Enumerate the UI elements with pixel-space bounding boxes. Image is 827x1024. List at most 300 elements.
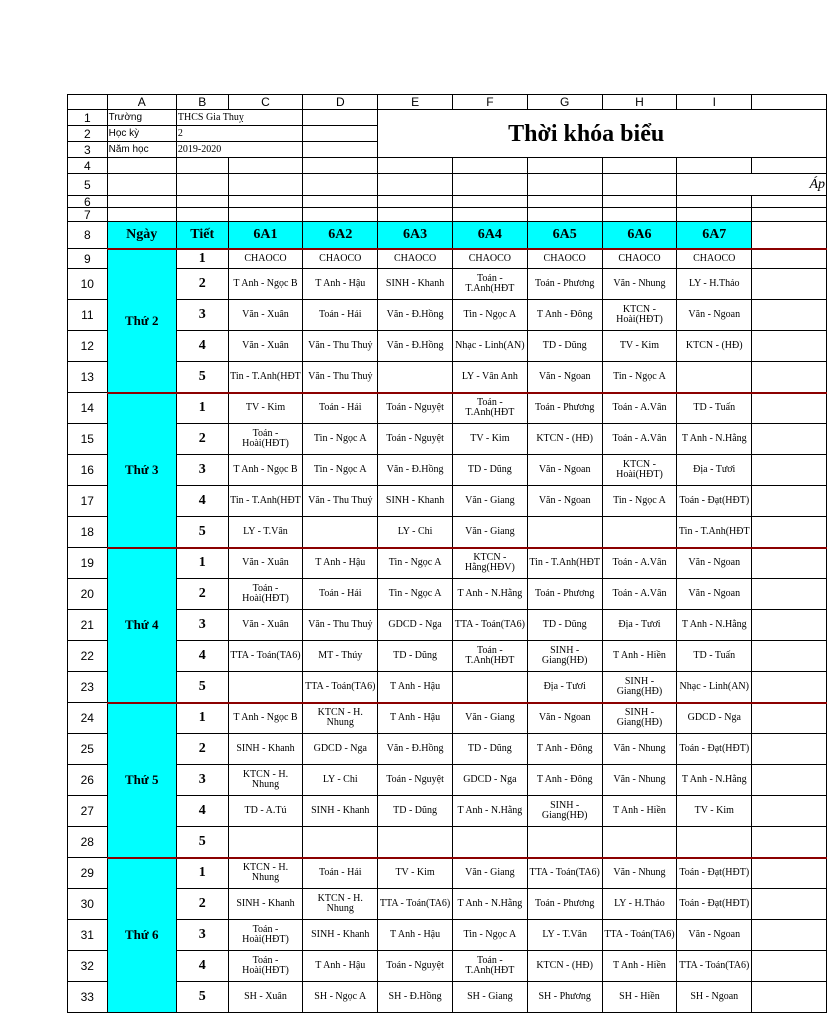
subject-cell[interactable]: SINH - Khanh — [303, 920, 378, 951]
cell[interactable] — [303, 174, 378, 196]
cell[interactable] — [107, 196, 176, 208]
row-number[interactable]: 16 — [68, 455, 108, 486]
term-value[interactable]: 2 — [176, 126, 302, 142]
cell[interactable] — [602, 174, 677, 196]
subject-cell[interactable]: SINH - Giang(HĐ) — [602, 672, 677, 703]
subject-cell[interactable] — [602, 827, 677, 858]
subject-cell[interactable]: SH - Ngoan — [677, 982, 752, 1013]
cell[interactable] — [752, 827, 827, 858]
cell[interactable] — [752, 610, 827, 641]
subject-cell[interactable]: Văn - Thu Thuỷ — [303, 331, 378, 362]
row-number[interactable]: 27 — [68, 796, 108, 827]
subject-cell[interactable]: Toán - T.Anh(HĐT — [452, 641, 527, 672]
class-header[interactable]: 6A1 — [228, 222, 303, 249]
class-header[interactable]: 6A4 — [452, 222, 527, 249]
row-number[interactable]: 7 — [68, 208, 108, 222]
subject-cell[interactable]: SH - Ngọc A — [303, 982, 378, 1013]
cell[interactable] — [303, 142, 378, 158]
subject-cell[interactable]: T Anh - Hậu — [378, 672, 453, 703]
cell[interactable] — [303, 110, 378, 126]
subject-cell[interactable]: Toán - A.Vân — [602, 548, 677, 579]
subject-cell[interactable]: TD - Dũng — [378, 641, 453, 672]
subject-cell[interactable]: KTCN - H. Nhung — [228, 858, 303, 889]
subject-cell[interactable]: Toán - Phương — [527, 269, 602, 300]
column-header[interactable]: A — [107, 95, 176, 110]
subject-cell[interactable]: GDCD - Nga — [677, 703, 752, 734]
cell[interactable] — [752, 486, 827, 517]
subject-cell[interactable]: Văn - Đ.Hồng — [378, 455, 453, 486]
row-number[interactable]: 30 — [68, 889, 108, 920]
cell[interactable] — [378, 174, 453, 196]
subject-cell[interactable]: LY - H.Thảo — [602, 889, 677, 920]
subject-cell[interactable] — [303, 517, 378, 548]
cell[interactable] — [752, 158, 827, 174]
subject-cell[interactable] — [228, 827, 303, 858]
column-header[interactable] — [752, 95, 827, 110]
subject-cell[interactable]: Văn - Nhung — [602, 269, 677, 300]
corner-cell[interactable] — [68, 95, 108, 110]
subject-cell[interactable]: Toán - Phương — [527, 579, 602, 610]
subject-cell[interactable]: CHAOCO — [228, 249, 303, 269]
row-number[interactable]: 18 — [68, 517, 108, 548]
subject-cell[interactable]: Văn - Ngoan — [677, 920, 752, 951]
column-header[interactable]: B — [176, 95, 228, 110]
day-cell[interactable]: Thứ 2 — [107, 249, 176, 393]
cell[interactable] — [752, 920, 827, 951]
subject-cell[interactable]: Toán - Đạt(HĐT) — [677, 889, 752, 920]
row-number[interactable]: 32 — [68, 951, 108, 982]
column-header[interactable]: C — [228, 95, 303, 110]
subject-cell[interactable]: Toán - A.Vân — [602, 579, 677, 610]
subject-cell[interactable] — [303, 827, 378, 858]
subject-cell[interactable] — [228, 672, 303, 703]
subject-cell[interactable]: Văn - Nhung — [602, 858, 677, 889]
subject-cell[interactable]: Tin - T.Anh(HĐT — [527, 548, 602, 579]
subject-cell[interactable]: TTA - Toán(TA6) — [228, 641, 303, 672]
subject-cell[interactable]: Tin - Ngọc A — [303, 424, 378, 455]
period-number[interactable]: 3 — [176, 920, 228, 951]
cell[interactable] — [527, 158, 602, 174]
row-number[interactable]: 29 — [68, 858, 108, 889]
subject-cell[interactable]: T Anh - N.Hằng — [677, 610, 752, 641]
subject-cell[interactable]: T Anh - Đông — [527, 765, 602, 796]
period-number[interactable]: 4 — [176, 951, 228, 982]
subject-cell[interactable]: T Anh - N.Hằng — [452, 579, 527, 610]
subject-cell[interactable]: Văn - Giang — [452, 858, 527, 889]
subject-cell[interactable] — [677, 362, 752, 393]
cell[interactable] — [752, 517, 827, 548]
subject-cell[interactable]: Toán - T.Anh(HĐT — [452, 269, 527, 300]
subject-cell[interactable]: TTA - Toán(TA6) — [452, 610, 527, 641]
year-value[interactable]: 2019-2020 — [176, 142, 302, 158]
subject-cell[interactable]: SINH - Giang(HĐ) — [602, 703, 677, 734]
day-cell[interactable]: Thứ 6 — [107, 858, 176, 1013]
subject-cell[interactable]: Văn - Đ.Hồng — [378, 331, 453, 362]
subject-cell[interactable]: Văn - Ngoan — [527, 486, 602, 517]
column-header[interactable]: D — [303, 95, 378, 110]
subject-cell[interactable]: TD - Tuấn — [677, 393, 752, 424]
subject-cell[interactable]: CHAOCO — [677, 249, 752, 269]
subject-cell[interactable]: Toán - Hoài(HĐT) — [228, 920, 303, 951]
row-number[interactable]: 24 — [68, 703, 108, 734]
subject-cell[interactable]: Tin - T.Anh(HĐT — [677, 517, 752, 548]
subject-cell[interactable]: T Anh - Ngọc B — [228, 703, 303, 734]
subject-cell[interactable]: Toán - Nguyệt — [378, 765, 453, 796]
subject-cell[interactable]: T Anh - N.Hằng — [677, 424, 752, 455]
subject-cell[interactable]: TV - Kim — [602, 331, 677, 362]
cell[interactable] — [228, 208, 303, 222]
subject-cell[interactable]: TTA - Toán(TA6) — [527, 858, 602, 889]
period-number[interactable]: 1 — [176, 548, 228, 579]
subject-cell[interactable]: LY - T.Vân — [228, 517, 303, 548]
period-number[interactable]: 2 — [176, 269, 228, 300]
subject-cell[interactable]: Văn - Giang — [452, 703, 527, 734]
subject-cell[interactable]: KTCN - Hằng(HĐV) — [452, 548, 527, 579]
period-number[interactable]: 4 — [176, 796, 228, 827]
cell[interactable] — [752, 579, 827, 610]
cell[interactable] — [752, 982, 827, 1013]
cell[interactable] — [452, 208, 527, 222]
period-number[interactable]: 5 — [176, 672, 228, 703]
cell[interactable] — [303, 126, 378, 142]
cell[interactable] — [228, 158, 303, 174]
subject-cell[interactable]: TV - Kim — [677, 796, 752, 827]
period-number[interactable]: 5 — [176, 982, 228, 1013]
cell[interactable] — [602, 208, 677, 222]
subject-cell[interactable]: Toán - Đạt(HĐT) — [677, 858, 752, 889]
cell[interactable] — [752, 796, 827, 827]
subject-cell[interactable]: Văn - Đ.Hồng — [378, 734, 453, 765]
subject-cell[interactable]: T Anh - Hậu — [303, 951, 378, 982]
column-header[interactable]: E — [378, 95, 453, 110]
subject-cell[interactable]: TTA - Toán(TA6) — [303, 672, 378, 703]
subject-cell[interactable]: Văn - Thu Thuỷ — [303, 362, 378, 393]
subject-cell[interactable]: T Anh - Hậu — [303, 269, 378, 300]
cell[interactable] — [228, 174, 303, 196]
school-label[interactable]: Trường — [107, 110, 176, 126]
cell[interactable] — [752, 765, 827, 796]
subject-cell[interactable]: SH - Giang — [452, 982, 527, 1013]
subject-cell[interactable]: Tin - T.Anh(HĐT — [228, 362, 303, 393]
cell[interactable] — [752, 300, 827, 331]
subject-cell[interactable]: Toán - Hải — [303, 858, 378, 889]
subject-cell[interactable]: Văn - Thu Thuỷ — [303, 486, 378, 517]
cell[interactable] — [303, 196, 378, 208]
subject-cell[interactable]: Tin - Ngọc A — [602, 486, 677, 517]
cell[interactable] — [527, 174, 602, 196]
period-number[interactable]: 2 — [176, 579, 228, 610]
subject-cell[interactable]: Nhạc - Linh(AN) — [452, 331, 527, 362]
row-number[interactable]: 19 — [68, 548, 108, 579]
subject-cell[interactable]: Văn - Ngoan — [527, 362, 602, 393]
subject-cell[interactable]: CHAOCO — [602, 249, 677, 269]
page-title[interactable]: Thời khóa biểu — [378, 110, 827, 158]
cell[interactable] — [452, 158, 527, 174]
cell[interactable] — [176, 196, 228, 208]
subject-cell[interactable]: Toán - Hải — [303, 393, 378, 424]
cell[interactable] — [752, 362, 827, 393]
subject-cell[interactable]: CHAOCO — [452, 249, 527, 269]
row-number[interactable]: 9 — [68, 249, 108, 269]
row-number[interactable]: 10 — [68, 269, 108, 300]
subject-cell[interactable]: SH - Phương — [527, 982, 602, 1013]
subject-cell[interactable]: LY - T.Vân — [527, 920, 602, 951]
row-number[interactable]: 2 — [68, 126, 108, 142]
subject-cell[interactable]: LY - Vân Anh — [452, 362, 527, 393]
subject-cell[interactable]: SH - Hiền — [602, 982, 677, 1013]
subject-cell[interactable]: TTA - Toán(TA6) — [378, 889, 453, 920]
subject-cell[interactable]: KTCN - H. Nhung — [303, 703, 378, 734]
subject-cell[interactable]: Văn - Ngoan — [677, 300, 752, 331]
subject-cell[interactable]: T Anh - Ngọc B — [228, 455, 303, 486]
subject-cell[interactable]: Toán - Nguyệt — [378, 951, 453, 982]
subject-cell[interactable]: CHAOCO — [378, 249, 453, 269]
period-number[interactable]: 1 — [176, 858, 228, 889]
class-header[interactable]: 6A7 — [677, 222, 752, 249]
subject-cell[interactable]: Văn - Ngoan — [677, 548, 752, 579]
cell[interactable] — [752, 249, 827, 269]
cell[interactable] — [752, 858, 827, 889]
cell[interactable] — [752, 222, 827, 249]
row-number[interactable]: 22 — [68, 641, 108, 672]
subject-cell[interactable]: T Anh - Ngọc B — [228, 269, 303, 300]
row-number[interactable]: 33 — [68, 982, 108, 1013]
subject-cell[interactable]: Toán - Hải — [303, 579, 378, 610]
period-number[interactable]: 2 — [176, 734, 228, 765]
subject-cell[interactable]: Văn - Xuân — [228, 610, 303, 641]
subject-cell[interactable]: Toán - T.Anh(HĐT — [452, 951, 527, 982]
applied-date-note[interactable]: Áp — [677, 174, 827, 196]
subject-cell[interactable]: TD - Tuấn — [677, 641, 752, 672]
subject-cell[interactable]: Toán - Hoài(HĐT) — [228, 424, 303, 455]
subject-cell[interactable]: CHAOCO — [303, 249, 378, 269]
subject-cell[interactable]: Tin - Ngọc A — [378, 579, 453, 610]
subject-cell[interactable]: T Anh - N.Hằng — [677, 765, 752, 796]
subject-cell[interactable]: T Anh - Đông — [527, 300, 602, 331]
subject-cell[interactable] — [378, 362, 453, 393]
subject-cell[interactable] — [452, 827, 527, 858]
subject-cell[interactable]: T Anh - N.Hằng — [452, 889, 527, 920]
period-number[interactable]: 5 — [176, 362, 228, 393]
subject-cell[interactable]: Tin - Ngọc A — [303, 455, 378, 486]
subject-cell[interactable]: SINH - Khanh — [378, 486, 453, 517]
school-value[interactable]: THCS Gia Thuỵ — [176, 110, 302, 126]
subject-cell[interactable]: Toán - A.Vân — [602, 424, 677, 455]
cell[interactable] — [752, 672, 827, 703]
subject-cell[interactable]: TD - Dũng — [378, 796, 453, 827]
subject-cell[interactable]: TV - Kim — [452, 424, 527, 455]
cell[interactable] — [677, 196, 752, 208]
row-number[interactable]: 17 — [68, 486, 108, 517]
subject-cell[interactable]: Văn - Xuân — [228, 331, 303, 362]
subject-cell[interactable]: SINH - Khanh — [303, 796, 378, 827]
subject-cell[interactable]: MT - Thúy — [303, 641, 378, 672]
row-number[interactable]: 31 — [68, 920, 108, 951]
row-number[interactable]: 4 — [68, 158, 108, 174]
cell[interactable] — [752, 331, 827, 362]
cell[interactable] — [752, 703, 827, 734]
cell[interactable] — [752, 889, 827, 920]
subject-cell[interactable]: Tin - Ngọc A — [602, 362, 677, 393]
cell[interactable] — [752, 951, 827, 982]
subject-cell[interactable]: Văn - Giang — [452, 517, 527, 548]
period-number[interactable]: 3 — [176, 300, 228, 331]
period-number[interactable]: 3 — [176, 455, 228, 486]
cell[interactable] — [527, 196, 602, 208]
row-number[interactable]: 21 — [68, 610, 108, 641]
subject-cell[interactable]: Văn - Giang — [452, 486, 527, 517]
row-number[interactable]: 15 — [68, 424, 108, 455]
subject-cell[interactable]: LY - Chi — [378, 517, 453, 548]
cell[interactable] — [602, 158, 677, 174]
subject-cell[interactable]: Văn - Nhung — [602, 734, 677, 765]
period-header[interactable]: Tiết — [176, 222, 228, 249]
subject-cell[interactable]: Địa - Tươi — [527, 672, 602, 703]
cell[interactable] — [752, 734, 827, 765]
row-number[interactable]: 8 — [68, 222, 108, 249]
class-header[interactable]: 6A2 — [303, 222, 378, 249]
subject-cell[interactable]: GDCD - Nga — [452, 765, 527, 796]
day-cell[interactable]: Thứ 5 — [107, 703, 176, 858]
row-number[interactable]: 23 — [68, 672, 108, 703]
subject-cell[interactable]: KTCN - H. Nhung — [303, 889, 378, 920]
subject-cell[interactable]: Toán - Hoài(HĐT) — [228, 951, 303, 982]
subject-cell[interactable]: Văn - Đ.Hồng — [378, 300, 453, 331]
subject-cell[interactable]: Toán - Nguyệt — [378, 424, 453, 455]
cell[interactable] — [677, 158, 752, 174]
row-number[interactable]: 25 — [68, 734, 108, 765]
subject-cell[interactable] — [452, 672, 527, 703]
subject-cell[interactable]: SH - Đ.Hồng — [378, 982, 453, 1013]
subject-cell[interactable]: Địa - Tươi — [677, 455, 752, 486]
subject-cell[interactable]: Toán - Đạt(HĐT) — [677, 486, 752, 517]
period-number[interactable]: 4 — [176, 486, 228, 517]
day-cell[interactable]: Thứ 4 — [107, 548, 176, 703]
subject-cell[interactable]: Toán - Phương — [527, 393, 602, 424]
period-number[interactable]: 1 — [176, 393, 228, 424]
subject-cell[interactable]: TV - Kim — [378, 858, 453, 889]
cell[interactable] — [107, 174, 176, 196]
subject-cell[interactable]: Tin - Ngọc A — [452, 300, 527, 331]
subject-cell[interactable]: Toán - Hoài(HĐT) — [228, 579, 303, 610]
subject-cell[interactable]: Tin - Ngọc A — [452, 920, 527, 951]
subject-cell[interactable]: TD - A.Tú — [228, 796, 303, 827]
cell[interactable] — [752, 196, 827, 208]
subject-cell[interactable]: KTCN - (HĐ) — [527, 951, 602, 982]
cell[interactable] — [378, 196, 453, 208]
row-number[interactable]: 14 — [68, 393, 108, 424]
subject-cell[interactable]: KTCN - Hoài(HĐT) — [602, 455, 677, 486]
subject-cell[interactable]: Toán - Đạt(HĐT) — [677, 734, 752, 765]
row-number[interactable]: 12 — [68, 331, 108, 362]
cell[interactable] — [752, 548, 827, 579]
subject-cell[interactable]: Toán - A.Vân — [602, 393, 677, 424]
day-header[interactable]: Ngày — [107, 222, 176, 249]
period-number[interactable]: 1 — [176, 249, 228, 269]
subject-cell[interactable]: Toán - Nguyệt — [378, 393, 453, 424]
row-number[interactable]: 1 — [68, 110, 108, 126]
cell[interactable] — [378, 208, 453, 222]
subject-cell[interactable] — [527, 517, 602, 548]
row-number[interactable]: 5 — [68, 174, 108, 196]
subject-cell[interactable]: T Anh - Hiền — [602, 951, 677, 982]
subject-cell[interactable]: LY - H.Thảo — [677, 269, 752, 300]
class-header[interactable]: 6A6 — [602, 222, 677, 249]
subject-cell[interactable]: GDCD - Nga — [303, 734, 378, 765]
subject-cell[interactable]: Văn - Ngoan — [677, 579, 752, 610]
subject-cell[interactable]: TD - Dũng — [452, 455, 527, 486]
cell[interactable] — [303, 158, 378, 174]
class-header[interactable]: 6A3 — [378, 222, 453, 249]
subject-cell[interactable]: SINH - Khanh — [228, 889, 303, 920]
subject-cell[interactable]: Địa - Tươi — [602, 610, 677, 641]
row-number[interactable]: 26 — [68, 765, 108, 796]
row-number[interactable]: 13 — [68, 362, 108, 393]
subject-cell[interactable] — [602, 517, 677, 548]
period-number[interactable]: 3 — [176, 765, 228, 796]
subject-cell[interactable]: KTCN - (HĐ) — [677, 331, 752, 362]
subject-cell[interactable]: TD - Dũng — [527, 610, 602, 641]
subject-cell[interactable]: T Anh - Hậu — [378, 703, 453, 734]
subject-cell[interactable]: Văn - Xuân — [228, 548, 303, 579]
subject-cell[interactable] — [378, 827, 453, 858]
subject-cell[interactable]: T Anh - Hiền — [602, 641, 677, 672]
subject-cell[interactable]: T Anh - N.Hằng — [452, 796, 527, 827]
subject-cell[interactable]: KTCN - H. Nhung — [228, 765, 303, 796]
cell[interactable] — [527, 208, 602, 222]
subject-cell[interactable]: Toán - Hải — [303, 300, 378, 331]
subject-cell[interactable]: SINH - Giang(HĐ) — [527, 641, 602, 672]
subject-cell[interactable]: Toán - T.Anh(HĐT — [452, 393, 527, 424]
period-number[interactable]: 1 — [176, 703, 228, 734]
subject-cell[interactable]: SINH - Giang(HĐ) — [527, 796, 602, 827]
row-number[interactable]: 6 — [68, 196, 108, 208]
column-header[interactable]: H — [602, 95, 677, 110]
subject-cell[interactable]: GDCD - Nga — [378, 610, 453, 641]
subject-cell[interactable]: Văn - Ngoan — [527, 455, 602, 486]
year-label[interactable]: Năm học — [107, 142, 176, 158]
cell[interactable] — [752, 455, 827, 486]
subject-cell[interactable]: KTCN - Hoài(HĐT) — [602, 300, 677, 331]
subject-cell[interactable]: TTA - Toán(TA6) — [602, 920, 677, 951]
subject-cell[interactable] — [527, 827, 602, 858]
subject-cell[interactable]: T Anh - Hậu — [378, 920, 453, 951]
column-header[interactable]: F — [452, 95, 527, 110]
cell[interactable] — [303, 208, 378, 222]
subject-cell[interactable]: TV - Kim — [228, 393, 303, 424]
period-number[interactable]: 3 — [176, 610, 228, 641]
row-number[interactable]: 3 — [68, 142, 108, 158]
cell[interactable] — [602, 196, 677, 208]
term-label[interactable]: Học kỳ — [107, 126, 176, 142]
subject-cell[interactable] — [677, 827, 752, 858]
row-number[interactable]: 11 — [68, 300, 108, 331]
subject-cell[interactable]: LY - Chi — [303, 765, 378, 796]
cell[interactable] — [752, 424, 827, 455]
subject-cell[interactable]: TTA - Toán(TA6) — [677, 951, 752, 982]
subject-cell[interactable]: Nhạc - Linh(AN) — [677, 672, 752, 703]
period-number[interactable]: 4 — [176, 331, 228, 362]
cell[interactable] — [752, 269, 827, 300]
subject-cell[interactable]: SINH - Khanh — [378, 269, 453, 300]
subject-cell[interactable]: CHAOCO — [527, 249, 602, 269]
column-header[interactable]: G — [527, 95, 602, 110]
cell[interactable] — [176, 174, 228, 196]
cell[interactable] — [752, 641, 827, 672]
subject-cell[interactable]: Văn - Xuân — [228, 300, 303, 331]
period-number[interactable]: 2 — [176, 424, 228, 455]
row-number[interactable]: 20 — [68, 579, 108, 610]
